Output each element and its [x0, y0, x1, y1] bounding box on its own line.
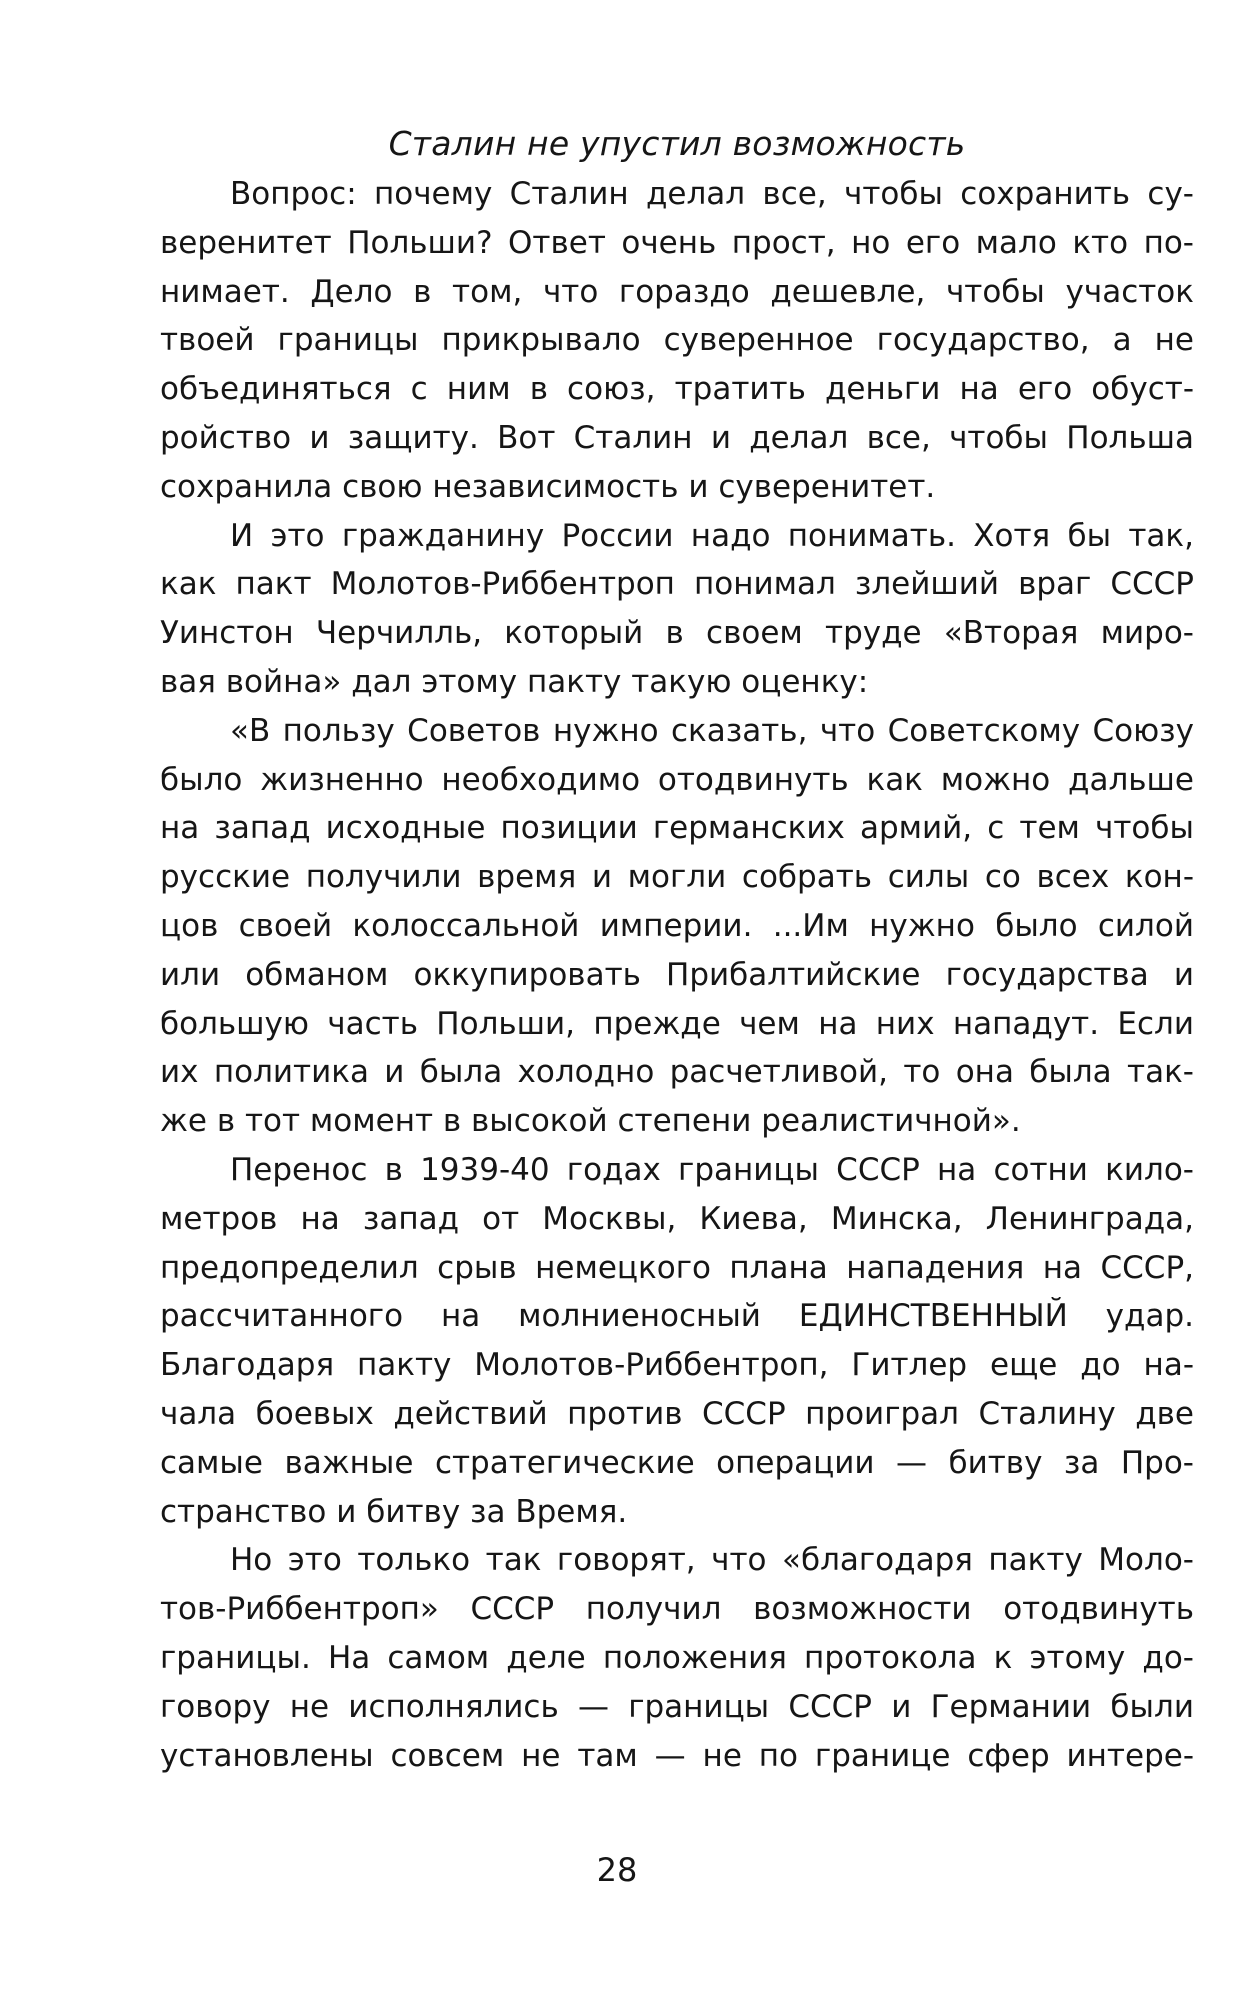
- text-line: как пакт Молотов-Риббентроп понимал злейший враг СССР: [160, 566, 1194, 603]
- text-line: говору не исполнялись — границы СССР и Германии были: [160, 1688, 1194, 1725]
- text-line: цов своей колоссальной империи. ...Им нужно было силой: [160, 907, 1194, 944]
- page-text: [160, 118, 1194, 1780]
- text-line: сохранила свою независимость и суверенитет.: [160, 468, 936, 505]
- text-line: предопределил срыв немецкого плана нападения на СССР,: [160, 1249, 1194, 1286]
- text-line: же в тот момент в высокой степени реалистичной».: [160, 1103, 1021, 1140]
- text-line: или обманом оккупировать Прибалтийские государства и: [160, 956, 1194, 993]
- paragraph: [160, 512, 1194, 707]
- text-line: И это гражданину России надо понимать. Хотя бы так,: [230, 517, 1194, 554]
- paragraph: [160, 1146, 1194, 1536]
- text-line: их политика и была холодно расчетливой, то она была так-: [160, 1054, 1194, 1091]
- text-line: ройство и защиту. Вот Сталин и делал все, чтобы Польша: [160, 419, 1194, 456]
- text-line: большую часть Польши, прежде чем на них нападут. Если: [160, 1005, 1194, 1042]
- text-line: нимает. Дело в том, что гораздо дешевле, чтобы участок: [160, 273, 1194, 310]
- paragraph: [160, 707, 1194, 1146]
- page-number: 28: [596, 1851, 638, 1889]
- text-line: вая война» дал этому пакту такую оценку:: [160, 663, 869, 700]
- text-line: границы. На самом деле положения протокола к этому до-: [160, 1639, 1194, 1676]
- text-line: Но это только так говорят, что «благодаря пакту Моло-: [230, 1542, 1194, 1579]
- text-line: самые важные стратегические операции — битву за Про-: [160, 1444, 1194, 1481]
- paragraph: [160, 1536, 1194, 1780]
- text-line: веренитет Польши? Ответ очень прост, но его мало кто по-: [160, 224, 1194, 261]
- text-line: твоей границы прикрывало суверенное государство, а не: [160, 322, 1194, 359]
- text-line: установлены совсем не там — не по границе сфер интере-: [160, 1737, 1194, 1774]
- text-line: на запад исходные позиции германских армий, с тем чтобы: [160, 810, 1194, 847]
- text-line: русские получили время и могли собрать силы со всех кон-: [160, 859, 1194, 896]
- text-line: Уинстон Черчилль, который в своем труде «Вторая миро-: [160, 615, 1194, 652]
- body-text: [160, 170, 1194, 1780]
- text-line: странство и битву за Время.: [160, 1493, 628, 1530]
- text-line: Вопрос: почему Сталин делал все, чтобы сохранить су-: [230, 176, 1194, 212]
- text-line: «В пользу Советов нужно сказать, что Советскому Союзу: [230, 712, 1194, 749]
- text-line: рассчитанного на молниеносный ЕДИНСТВЕННЫЙ удар.: [160, 1298, 1194, 1335]
- text-line: Благодаря пакту Молотов-Риббентроп, Гитлер еще до на-: [160, 1347, 1194, 1384]
- text-line: было жизненно необходимо отодвинуть как можно дальше: [160, 761, 1194, 798]
- text-line: Перенос в 1939-40 годах границы СССР на сотни кило-: [230, 1151, 1194, 1188]
- text-line: тов-Риббентроп» СССР получил возможности отодвинуть: [160, 1591, 1194, 1628]
- text-line: объединяться с ним в союз, тратить деньги на его обуст-: [160, 371, 1194, 408]
- text-line: метров на запад от Москвы, Киева, Минска, Ленинграда,: [160, 1200, 1194, 1237]
- paragraph: [160, 170, 1194, 512]
- text-line: чала боевых действий против СССР проиграл Сталину две: [160, 1395, 1194, 1432]
- running-title: Сталин не упустил возможность: [388, 124, 966, 163]
